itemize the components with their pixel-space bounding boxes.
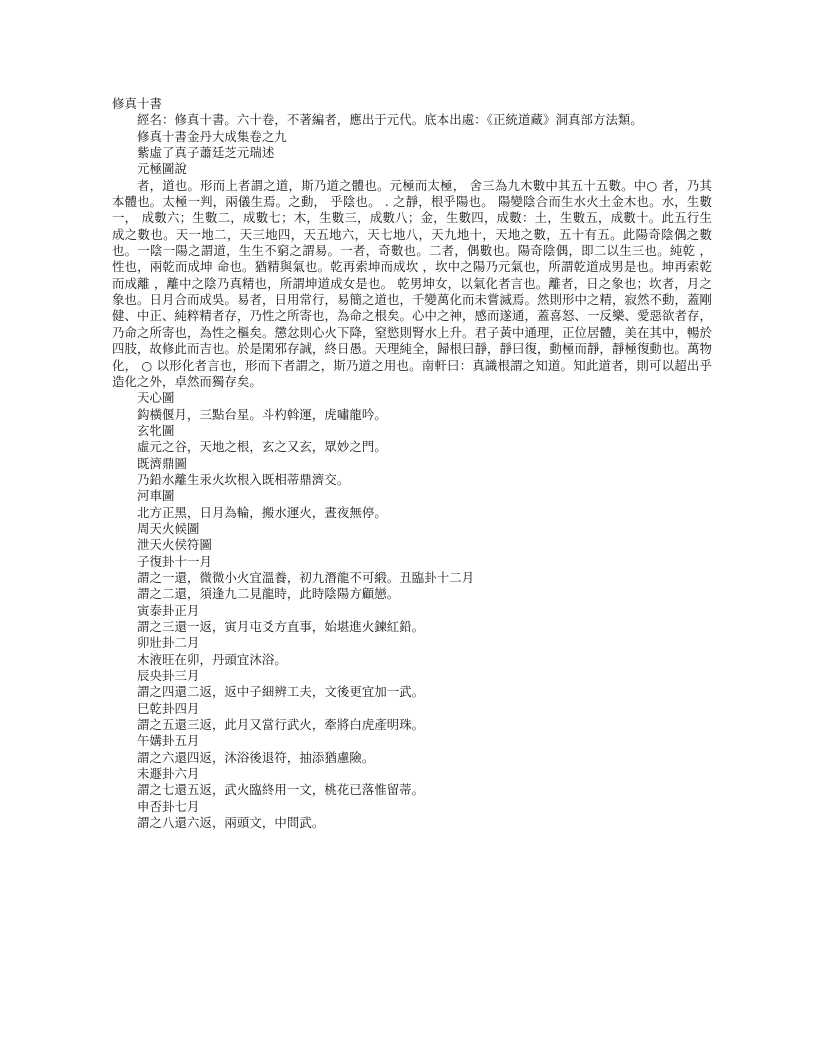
section-text-2: 乃鉛水離生汞火坎根入既相蒂鼎濟交。 [137,471,350,487]
document-title: 修真十書 [112,96,162,111]
section-heading-6: 子復卦十一月 [137,553,212,569]
section-text-0: 鈎橫偃月，三點台星。斗杓斡運，虎嘯龍吟。 [137,406,387,422]
section-text-6: 謂之一還，微微小火宜溫養，初九潛龍不可緞。丑臨卦十二月 [137,569,475,585]
section-text-13: 謂之七還五返，武火臨終用一文，桃花已落惟留蒂。 [137,782,425,798]
section-text-3: 北方正黑，日月為輪，搬水運火，晝夜無停。 [137,504,387,520]
intro-line-1: 修真十書金丹大成集卷之九 [137,128,287,144]
intro-line-3: 元極圖說 [137,161,187,177]
section-heading-11: 巳乾卦四月 [137,700,200,716]
section-heading-4: 周天火候圖 [137,520,200,536]
section-heading-12: 午媾卦五月 [137,733,200,749]
section-text-12: 謂之六還四返，沐浴後退符，抽添猶慮險。 [137,749,375,765]
section-heading-14: 申否卦七月 [137,798,200,814]
section-text-14: 謂之八還六返，兩頭文，中問武。 [137,815,325,831]
intro-line-0: 經名：修真十書。六十卷，不著編者，應出于元代。底本出處：《正統道藏》洞真部方法類。 [137,112,643,128]
section-heading-9: 卯壯卦二月 [137,635,200,651]
section-heading-0: 天心圖 [137,390,175,406]
intro-line-2: 紫虛了真子蕭廷芝元瑞述 [137,145,275,161]
document-body [112,96,712,831]
section-heading-2: 既濟鼎圖 [137,455,187,471]
section-heading-1: 玄牝圖 [137,422,175,438]
section-text-10: 謂之四還二返，返中子細辨工夫，文後更宜加一武。 [137,684,425,700]
section-heading-5: 泄天火侯符圖 [137,537,212,553]
section-text-9: 木液旺在卯，丹頭宜沐浴。 [137,651,287,667]
section-heading-3: 河車圖 [137,488,175,504]
section-heading-10: 辰央卦三月 [137,668,200,684]
section-heading-8: 寅泰卦正月 [137,602,200,618]
main-paragraph: 者，道也。形而上者謂之道，斯乃道之體也。元極而太極， 舍三為九木數中其五十五數。中○ 者，乃其本體也。太極一判，兩儀生焉。之動， 乎陰也。 . 之靜，根乎陽也。 陽變陰合而生水火土金木也。水，生數一， 成數六；生數二，成數七；木，生數三，成數八；金，生數四，成數：土，生數五，成數十。此五行生成之數也。天一地二，天三地四，天五地六，天七地八，天九地十，天地之數，五十有五。此陽奇陰偶之數也。一陰一陽之謂道，生生不窮之謂易。一者，奇數也。二者，偶數也。陽奇陰偶，即二以生三也。純乾 ，性也，兩乾而成坤 命也。猶精與氣也。乾再索坤而成坎 ，坎中之陽乃元氣也，所謂乾道成男是也。坤再索乾而成離 ，離中之陰乃真精也，所謂坤道成女是也。 乾男坤女，以氣化者言也。離者，日之象也；坎者，月之象也。日月合而成吳。易者，日用常行，易簡之道也，千變萬化而未嘗滅焉。然則形中之精，寂然不動，蓋剛健、中正、純粹精者存，乃性之所寄也，為命之根矣。心中之神，感而遂通，蓋喜怒、一反樂、愛惡欲者存，乃命之所寄也，為性之樞矣。懲忿則心火下降，窒慾則腎水上升。君子黃中通理，正位居體，美在其中，暢於四肢，故修此而吉也。於是閑邪存誠，終日愚。天理純全，歸根曰靜，靜曰復，動極而靜，靜極復動也。萬物化， ○ 以形化者言也，形而下者謂之，斯乃道之用也。南軒曰：真識根謂之知道。知此道者，則可以超出乎造化之外，卓然而獨存矣。 [112,177,712,389]
section-text-7: 謂之二還，須逢九二見龍時，此時陰陽方顧戀。 [137,586,400,602]
section-text-11: 謂之五還三返，此月又當行武火，牽將白虎產明珠。 [137,717,425,733]
section-text-8: 謂之三還一返，寅月屯爻方直事，始堪進火鍊紅鉛。 [137,619,425,634]
section-heading-13: 未遯卦六月 [137,766,200,782]
section-text-1: 虛元之谷，天地之根，玄之又玄，眾妙之門。 [137,439,387,455]
